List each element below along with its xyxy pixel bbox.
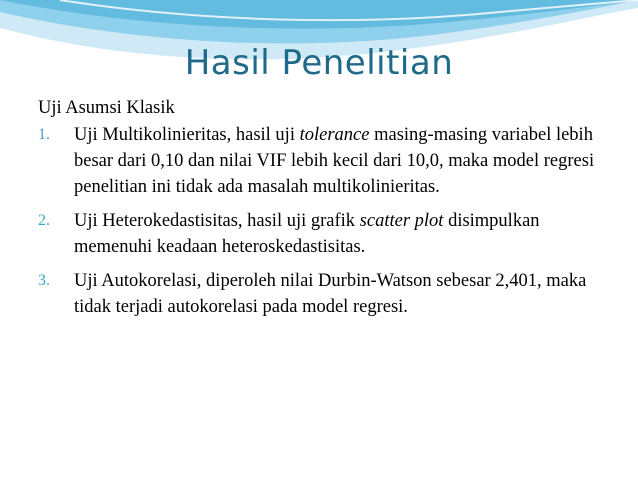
emphasis-term: tolerance <box>299 125 370 145</box>
text-segment: Uji Multikolinieritas, hasil uji <box>74 125 300 145</box>
slide-content <box>38 95 618 328</box>
list-item-text <box>74 268 618 320</box>
list-item <box>38 122 618 200</box>
text-segment: Uji Autokorelasi, diperoleh nilai Durbin-Watson sebesar 2,401, maka tidak terjadi autokorelasi pada model regresi. <box>74 271 587 317</box>
results-list <box>38 122 618 320</box>
list-item-text <box>74 122 618 200</box>
list-item <box>38 208 618 260</box>
list-number: 1. <box>38 126 50 143</box>
list-item <box>38 268 618 320</box>
text-segment: Uji Heterokedastisitas, hasil uji grafik <box>74 211 360 231</box>
list-item-text <box>74 208 618 260</box>
emphasis-term: scatter plot <box>359 211 444 231</box>
list-number: 2. <box>38 212 50 229</box>
list-number: 3. <box>38 272 50 289</box>
slide-title: Hasil Penelitian <box>184 43 454 83</box>
subheading: Uji Asumsi Klasik <box>38 98 175 118</box>
text-segment: disimpulkan memenuhi keadaan heteroskedastisitas. <box>74 211 540 257</box>
text-segment: masing-masing variabel lebih besar dari 0,10 dan nilai VIF lebih kecil dari 10,0, maka model regresi penelitian ini tidak ada masalah multikolinieritas. <box>74 125 595 197</box>
